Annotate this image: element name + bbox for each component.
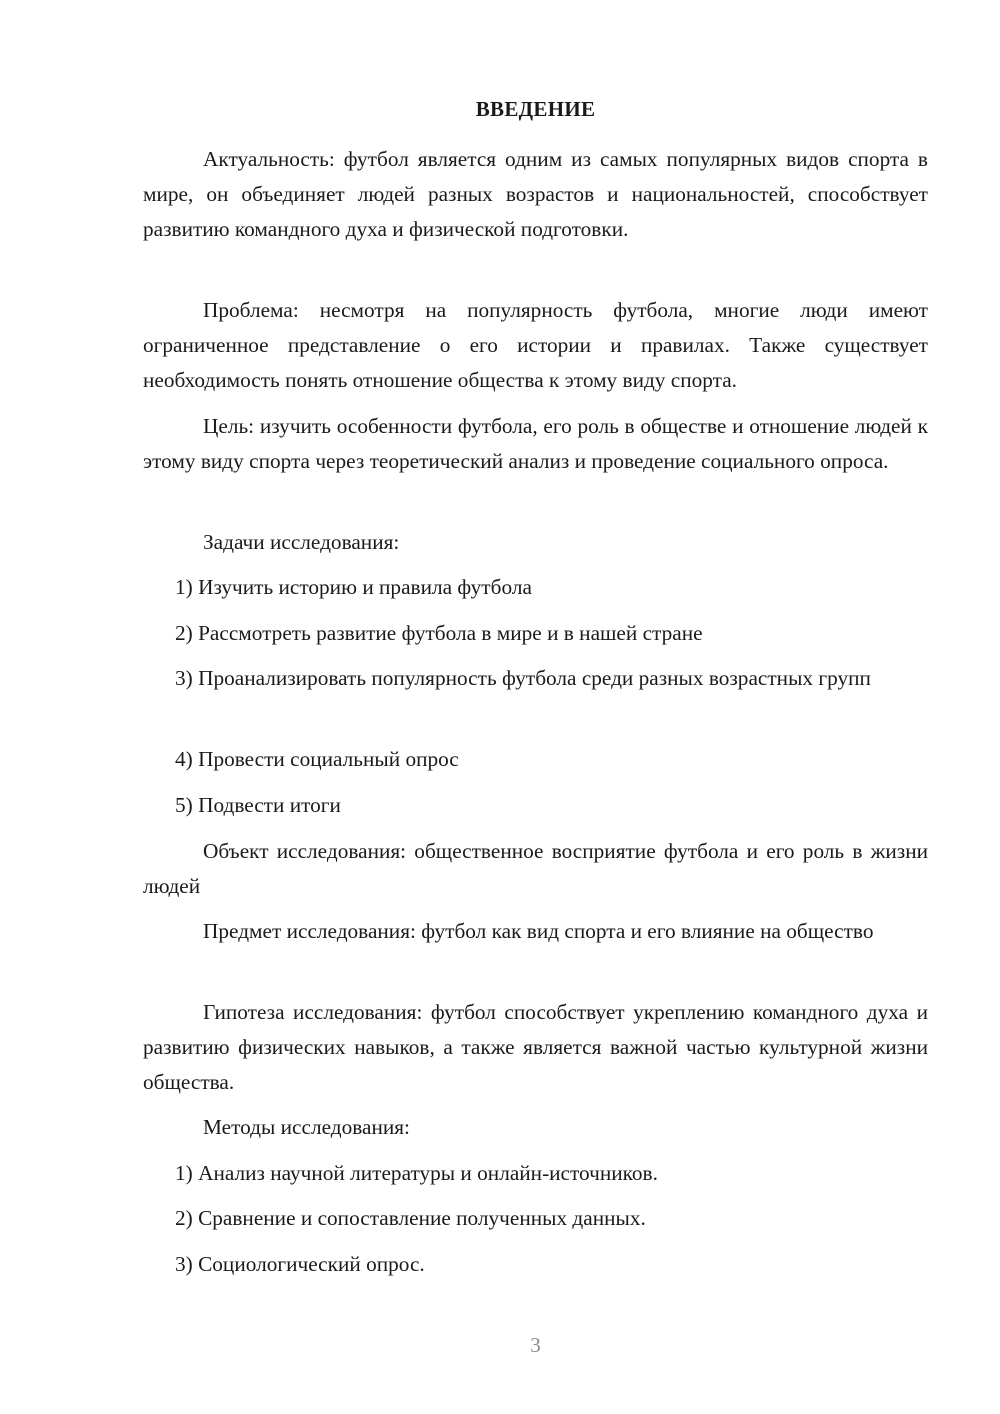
method-item: 3) Социологический опрос. <box>175 1252 425 1276</box>
tasks-heading: Задачи исследования: <box>203 530 400 554</box>
object-paragraph: Объект исследования: общественное восприятие футбола и его роль в жизни людей <box>143 839 928 898</box>
task-item: 2) Рассмотреть развитие футбола в мире и в нашей стране <box>175 621 703 645</box>
page-title: ВВЕДЕНИЕ <box>475 97 596 121</box>
hypothesis-paragraph: Гипотеза исследования: футбол способствует укреплению командного духа и развитию физических навыков, а также является важной частью культурной жизни общества. <box>143 1000 928 1094</box>
goal-paragraph: Цель: изучить особенности футбола, его роль в обществе и отношение людей к этому виду спорта через теоретический анализ и проведение социального опроса. <box>143 414 928 473</box>
relevance-paragraph: Актуальность: футбол является одним из самых популярных видов спорта в мире, он объединяет людей разных возрастов и национальностей, способствует развитию командного духа и физической подготовки. <box>143 147 928 241</box>
task-item: 3) Проанализировать популярность футбола среди разных возрастных групп <box>175 666 871 690</box>
methods-heading: Методы исследования: <box>203 1115 410 1139</box>
task-item: 1) Изучить историю и правила футбола <box>175 575 532 599</box>
task-item: 5) Подвести итоги <box>175 793 341 817</box>
problem-paragraph: Проблема: несмотря на популярность футбола, многие люди имеют ограниченное представление о его истории и правилах. Также существует необходимость понять отношение общества к этому виду спорта. <box>143 298 928 392</box>
subject-paragraph: Предмет исследования: футбол как вид спорта и его влияние на общество <box>203 919 874 943</box>
method-item: 2) Сравнение и сопоставление полученных данных. <box>175 1206 646 1230</box>
task-item: 4) Провести социальный опрос <box>175 747 459 771</box>
method-item: 1) Анализ научной литературы и онлайн-источников. <box>175 1161 658 1185</box>
page-number: 3 <box>530 1333 541 1357</box>
